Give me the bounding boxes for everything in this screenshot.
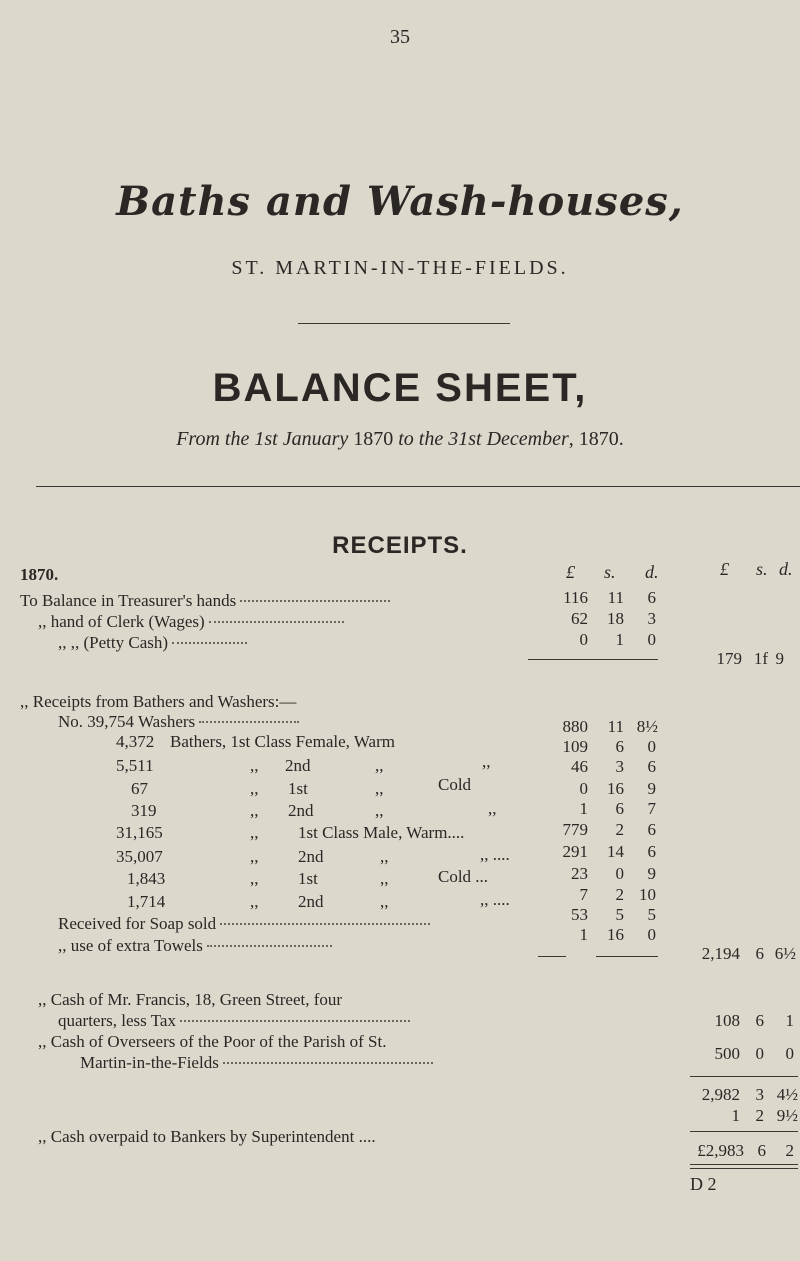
divider-short [298,323,510,324]
soap-shillings: 5 [615,905,624,924]
row-pounds: 23 [571,864,588,883]
francis-pounds: 108 [714,1011,740,1030]
balance-row-label: To Balance in Treasurer's hands [20,591,390,611]
row-pence: 6 [647,757,656,776]
row-class: 2nd [288,801,314,820]
balance-row-label: ,, ,, (Petty Cash) [58,633,247,653]
bathers-total-pence: 6½ [774,944,796,963]
subtotal-pounds: 2,982 [701,1085,740,1104]
balance-row-shillings: 1 [615,630,624,649]
row-pence: 9 [647,779,656,798]
total-rule [690,1131,798,1132]
row-ditto: ,, [375,779,384,798]
signature-mark: D 2 [690,1174,717,1194]
row-class: 1st [298,869,318,888]
subtotal-rule [538,956,566,957]
row-pounds: 0 [579,779,588,798]
row-ditto: ,, [250,779,259,798]
overpaid-label: ,, Cash overpaid to Bankers by Superintendent .... [38,1127,376,1146]
row-count: 4,372 [116,732,155,751]
pence-header-1: d. [645,562,659,582]
row-pence: 9 [647,864,656,883]
row-ditto: ,, [380,892,389,911]
section-heading: RECEIPTS. [332,532,468,559]
row-count: 5,511 [116,756,154,775]
row-pounds: 291 [562,842,588,861]
row-pounds: 46 [571,757,588,776]
bathers-total-shillings: 6 [755,944,764,963]
subtotal-shillings: 3 [755,1085,764,1104]
balance-row-pounds: 62 [571,609,588,628]
soap-label: Received for Soap sold [58,914,430,934]
row-ditto: ,, [380,847,389,866]
row-ditto: ,, [250,756,259,775]
row-ditto: ,, [250,823,259,842]
shillings-header-1: s. [604,562,616,582]
row-shillings: 2 [615,885,624,904]
page-number: 35 [390,26,410,48]
soap-pounds: 53 [571,905,588,924]
row-pounds: 779 [562,820,588,839]
parish-name: ST. MARTIN-IN-THE-FIELDS. [231,257,569,279]
towels-shillings: 16 [607,925,624,944]
row-ditto: ,, [250,847,259,866]
towels-label: ,, use of extra Towels [58,936,332,956]
overpaid-pounds: 1 [731,1106,740,1125]
balance-row-pence: 0 [647,630,656,649]
row-shillings: 0 [615,864,624,883]
double-rule-top [690,1164,798,1165]
overseers-shillings: 0 [755,1044,764,1063]
balance-total-pence: 9 [775,649,784,668]
towels-pence: 0 [647,925,656,944]
period-line: From the 1st January 1870 to the 31st December, 1870. [176,428,624,450]
row-ditto: ,, [250,892,259,911]
overseers-pence: 0 [785,1044,794,1063]
row-class: 1st [288,779,308,798]
balance-row-pence: 3 [647,609,656,628]
row-pence: 6 [647,842,656,861]
row-shillings: 6 [615,737,624,756]
balance-row-pounds: 116 [563,588,588,607]
pounds-header-2: £ [720,559,729,579]
grand-total-shillings: 6 [757,1141,766,1160]
row-desc: Bathers, 1st Class Female, Warm [170,732,395,751]
row-ditto: ,, [482,752,491,771]
row-ditto: ,, [375,756,384,775]
cold-label: Cold [438,775,472,794]
row-count: 35,007 [116,847,163,866]
overseers-line1: ,, Cash of Overseers of the Poor of the Parish of St. [38,1032,387,1051]
row-pence: 6 [647,820,656,839]
row-ditto: ,, [488,799,497,818]
row-count: No. 39,754 Washers [58,712,299,732]
row-pence: 0 [647,737,656,756]
row-shillings: 6 [615,799,624,818]
pence-header-2: d. [779,559,793,579]
divider-long [36,486,800,487]
double-rule-bottom [690,1168,798,1169]
overpaid-shillings: 2 [755,1106,764,1125]
row-pounds: 7 [579,885,588,904]
grand-total-pounds: £2,983 [697,1141,744,1160]
subtotal-rule [690,1076,798,1077]
year-label: 1870. [20,565,59,584]
heading: Baths and Wash-houses, [116,178,684,225]
francis-pence: 1 [785,1011,794,1030]
subtotal-pence: 4½ [776,1085,798,1104]
bathers-header: ,, Receipts from Bathers and Washers:— [20,692,297,711]
overseers-line2: Martin-in-the-Fields [80,1053,433,1073]
row-ditto: ,, [250,869,259,888]
row-count: 31,165 [116,823,163,842]
row-ditto: ,, [375,801,384,820]
row-class: 2nd [298,847,324,866]
shillings-header-2: s. [756,559,768,579]
overpaid-pence: 9½ [776,1106,798,1125]
row-pence: 10 [639,885,656,904]
row-class: 1st Class Male, Warm.... [298,823,465,842]
row-pence: 8½ [636,717,658,736]
row-ditto: ,, .... [480,890,510,909]
cold-label: Cold ... [438,867,489,886]
row-count: 1,714 [127,892,166,911]
row-pounds: 109 [562,737,588,756]
balance-row-shillings: 11 [607,588,624,607]
row-class: 2nd [298,892,324,911]
row-shillings: 2 [615,820,624,839]
balance-total-shillings: 1f [753,649,768,668]
row-pence: 7 [647,799,656,818]
balance-row-label: ,, hand of Clerk (Wages) [38,612,344,632]
row-count: 67 [131,779,148,798]
subtotal-rule [596,956,658,957]
overseers-pounds: 500 [714,1044,740,1063]
row-class: 2nd [285,756,311,775]
balance-row-pounds: 0 [579,630,588,649]
soap-pence: 5 [647,905,656,924]
francis-shillings: 6 [755,1011,764,1030]
balance-row-pence: 6 [647,588,656,607]
row-shillings: 3 [615,757,624,776]
row-count: 1,843 [127,869,166,888]
towels-pounds: 1 [579,925,588,944]
row-count: 319 [131,801,157,820]
row-ditto: ,, [380,869,389,888]
pounds-header-1: £ [566,562,575,582]
francis-line2: quarters, less Tax [58,1011,410,1031]
grand-total-pence: 2 [785,1141,794,1160]
sheet-title: BALANCE SHEET, [212,366,588,410]
row-shillings: 14 [607,842,624,861]
row-shillings: 16 [607,779,624,798]
row-pounds: 1 [579,799,588,818]
balance-total-pounds: 179 [716,649,742,668]
row-shillings: 11 [607,717,624,736]
row-ditto: ,, .... [480,845,510,864]
row-pounds: 880 [562,717,588,736]
balance-row-shillings: 18 [607,609,624,628]
subtotal-rule [528,659,658,660]
francis-line1: ,, Cash of Mr. Francis, 18, Green Street, four [38,990,343,1009]
row-ditto: ,, [250,801,259,820]
bathers-total-pounds: 2,194 [701,944,740,963]
